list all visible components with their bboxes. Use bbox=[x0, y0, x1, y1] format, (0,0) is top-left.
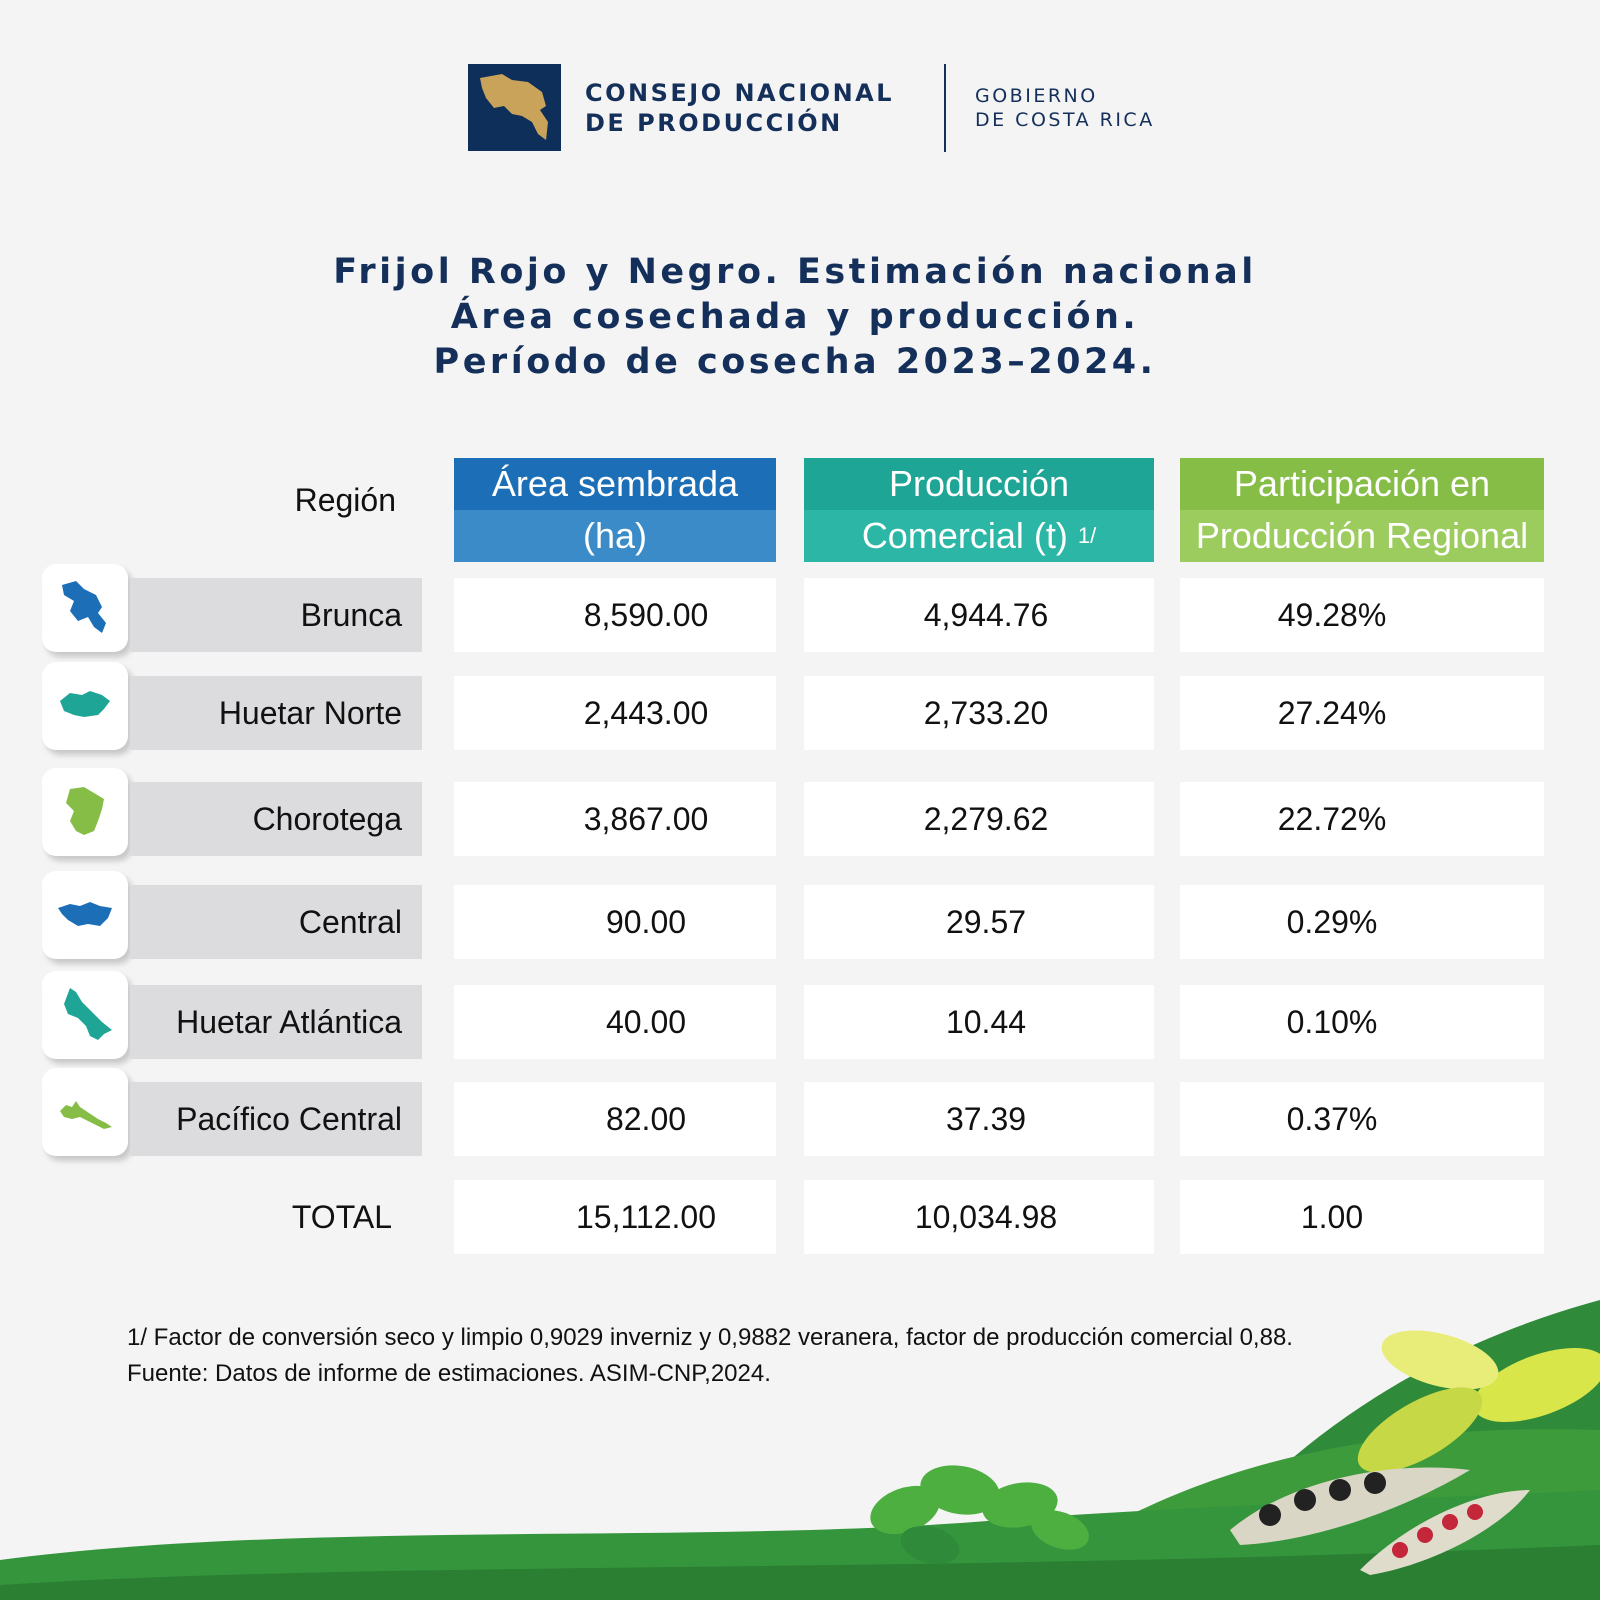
share-value: 0.37% bbox=[1286, 1101, 1378, 1137]
region-icon-box bbox=[42, 564, 128, 652]
huetar-norte-map-icon bbox=[54, 675, 116, 737]
production-cell bbox=[804, 885, 1154, 959]
total-share-cell bbox=[1180, 1180, 1544, 1254]
share-cell bbox=[1180, 676, 1544, 750]
region-name-box bbox=[130, 885, 422, 959]
brunca-map-icon bbox=[54, 577, 116, 639]
total-label: TOTAL bbox=[291, 1199, 392, 1235]
region-name: Pacífico Central bbox=[176, 1101, 402, 1137]
area-header-line2: (ha) bbox=[454, 510, 776, 562]
region-icon-box bbox=[42, 768, 128, 856]
footnote-source: Fuente: Datos de informe de estimaciones. ASIM-CNP,2024. bbox=[127, 1360, 771, 1387]
huetar-atlantica-map-icon bbox=[54, 984, 116, 1046]
total-production-value: 10,034.98 bbox=[914, 1199, 1058, 1235]
share-value: 0.10% bbox=[1286, 1004, 1378, 1040]
area-value: 82.00 bbox=[605, 1101, 687, 1137]
central-map-icon bbox=[54, 884, 116, 946]
footnote-conversion: 1/ Factor de conversión seco y limpio 0,9029 inverniz y 0,9882 veranera, factor de producción comercial 0,88. bbox=[127, 1324, 1293, 1351]
share-header-line1: Participación en bbox=[1180, 458, 1544, 510]
region-name-box bbox=[130, 1082, 422, 1156]
region-name: Brunca bbox=[300, 597, 402, 633]
area-value: 3,867.00 bbox=[583, 801, 709, 837]
production-value: 4,944.76 bbox=[923, 597, 1049, 633]
total-row bbox=[0, 1180, 1600, 1256]
share-value: 49.28% bbox=[1277, 597, 1387, 633]
area-column-header bbox=[454, 458, 776, 563]
gov-name-line1: GOBIERNO bbox=[975, 85, 1098, 107]
area-cell bbox=[454, 885, 776, 959]
region-name: Huetar Atlántica bbox=[176, 1004, 402, 1040]
area-header-line1: Área sembrada bbox=[454, 458, 776, 510]
production-value: 37.39 bbox=[945, 1101, 1027, 1137]
org-name-line2: DE PRODUCCIÓN bbox=[585, 109, 843, 137]
production-value: 2,733.20 bbox=[923, 695, 1049, 731]
region-name-box bbox=[130, 985, 422, 1059]
production-header-line2-wrap bbox=[804, 510, 1154, 562]
production-cell bbox=[804, 985, 1154, 1059]
page-title bbox=[200, 250, 1390, 385]
production-header-line1: Producción bbox=[804, 458, 1154, 510]
region-icon-box bbox=[42, 1068, 128, 1156]
production-cell bbox=[804, 782, 1154, 856]
region-name-box bbox=[130, 676, 422, 750]
production-cell bbox=[804, 578, 1154, 652]
share-column-header bbox=[1180, 458, 1544, 563]
area-value: 90.00 bbox=[605, 904, 687, 940]
area-cell bbox=[454, 578, 776, 652]
org-name-line1: CONSEJO NACIONAL bbox=[585, 79, 895, 107]
share-cell bbox=[1180, 578, 1544, 652]
title-line2: Área cosechada y producción. bbox=[450, 297, 1140, 337]
cnp-logo bbox=[468, 64, 561, 151]
table-row bbox=[0, 1082, 1600, 1158]
region-column-header: Región bbox=[294, 482, 396, 518]
costa-rica-map-icon bbox=[468, 64, 561, 151]
production-value: 2,279.62 bbox=[923, 801, 1049, 837]
gov-name-line2: DE COSTA RICA bbox=[975, 109, 1155, 131]
table-row bbox=[0, 782, 1600, 858]
share-value: 0.29% bbox=[1286, 904, 1378, 940]
region-name: Huetar Norte bbox=[218, 695, 402, 731]
area-value: 8,590.00 bbox=[583, 597, 709, 633]
region-name: Chorotega bbox=[252, 801, 402, 837]
region-name-box bbox=[130, 578, 422, 652]
region-name-box bbox=[130, 782, 422, 856]
production-cell bbox=[804, 1082, 1154, 1156]
table-row bbox=[0, 885, 1600, 961]
government-name bbox=[975, 84, 1155, 132]
share-cell bbox=[1180, 782, 1544, 856]
header-divider bbox=[944, 64, 946, 152]
pacifico-central-map-icon bbox=[54, 1081, 116, 1143]
total-area-cell bbox=[454, 1180, 776, 1254]
production-value: 10.44 bbox=[945, 1004, 1027, 1040]
production-header-line2: Comercial (t) bbox=[861, 515, 1068, 556]
table-row bbox=[0, 985, 1600, 1061]
share-cell bbox=[1180, 1082, 1544, 1156]
region-icon-box bbox=[42, 662, 128, 750]
share-value: 27.24% bbox=[1277, 695, 1387, 731]
area-cell bbox=[454, 782, 776, 856]
region-name: Central bbox=[298, 904, 402, 940]
org-name bbox=[585, 78, 894, 138]
share-value: 22.72% bbox=[1277, 801, 1387, 837]
chorotega-map-icon bbox=[54, 781, 116, 843]
region-icon-box bbox=[42, 971, 128, 1059]
total-area-value: 15,112.00 bbox=[576, 1199, 716, 1235]
title-line1: Frijol Rojo y Negro. Estimación nacional bbox=[333, 252, 1257, 292]
production-value: 29.57 bbox=[945, 904, 1027, 940]
total-share-value: 1.00 bbox=[1300, 1199, 1364, 1235]
total-production-cell bbox=[804, 1180, 1154, 1254]
area-cell bbox=[454, 1082, 776, 1156]
footnote bbox=[127, 1320, 1293, 1392]
production-column-header bbox=[804, 458, 1154, 563]
share-cell bbox=[1180, 885, 1544, 959]
area-cell bbox=[454, 676, 776, 750]
table-row bbox=[0, 676, 1600, 752]
area-cell bbox=[454, 985, 776, 1059]
share-header-line2: Producción Regional bbox=[1180, 510, 1544, 562]
area-value: 2,443.00 bbox=[583, 695, 709, 731]
title-line3: Período de cosecha 2023–2024. bbox=[433, 342, 1157, 382]
production-cell bbox=[804, 676, 1154, 750]
share-cell bbox=[1180, 985, 1544, 1059]
production-header-note: 1/ bbox=[1077, 523, 1097, 548]
region-icon-box bbox=[42, 871, 128, 959]
area-value: 40.00 bbox=[605, 1004, 687, 1040]
table-row bbox=[0, 578, 1600, 654]
